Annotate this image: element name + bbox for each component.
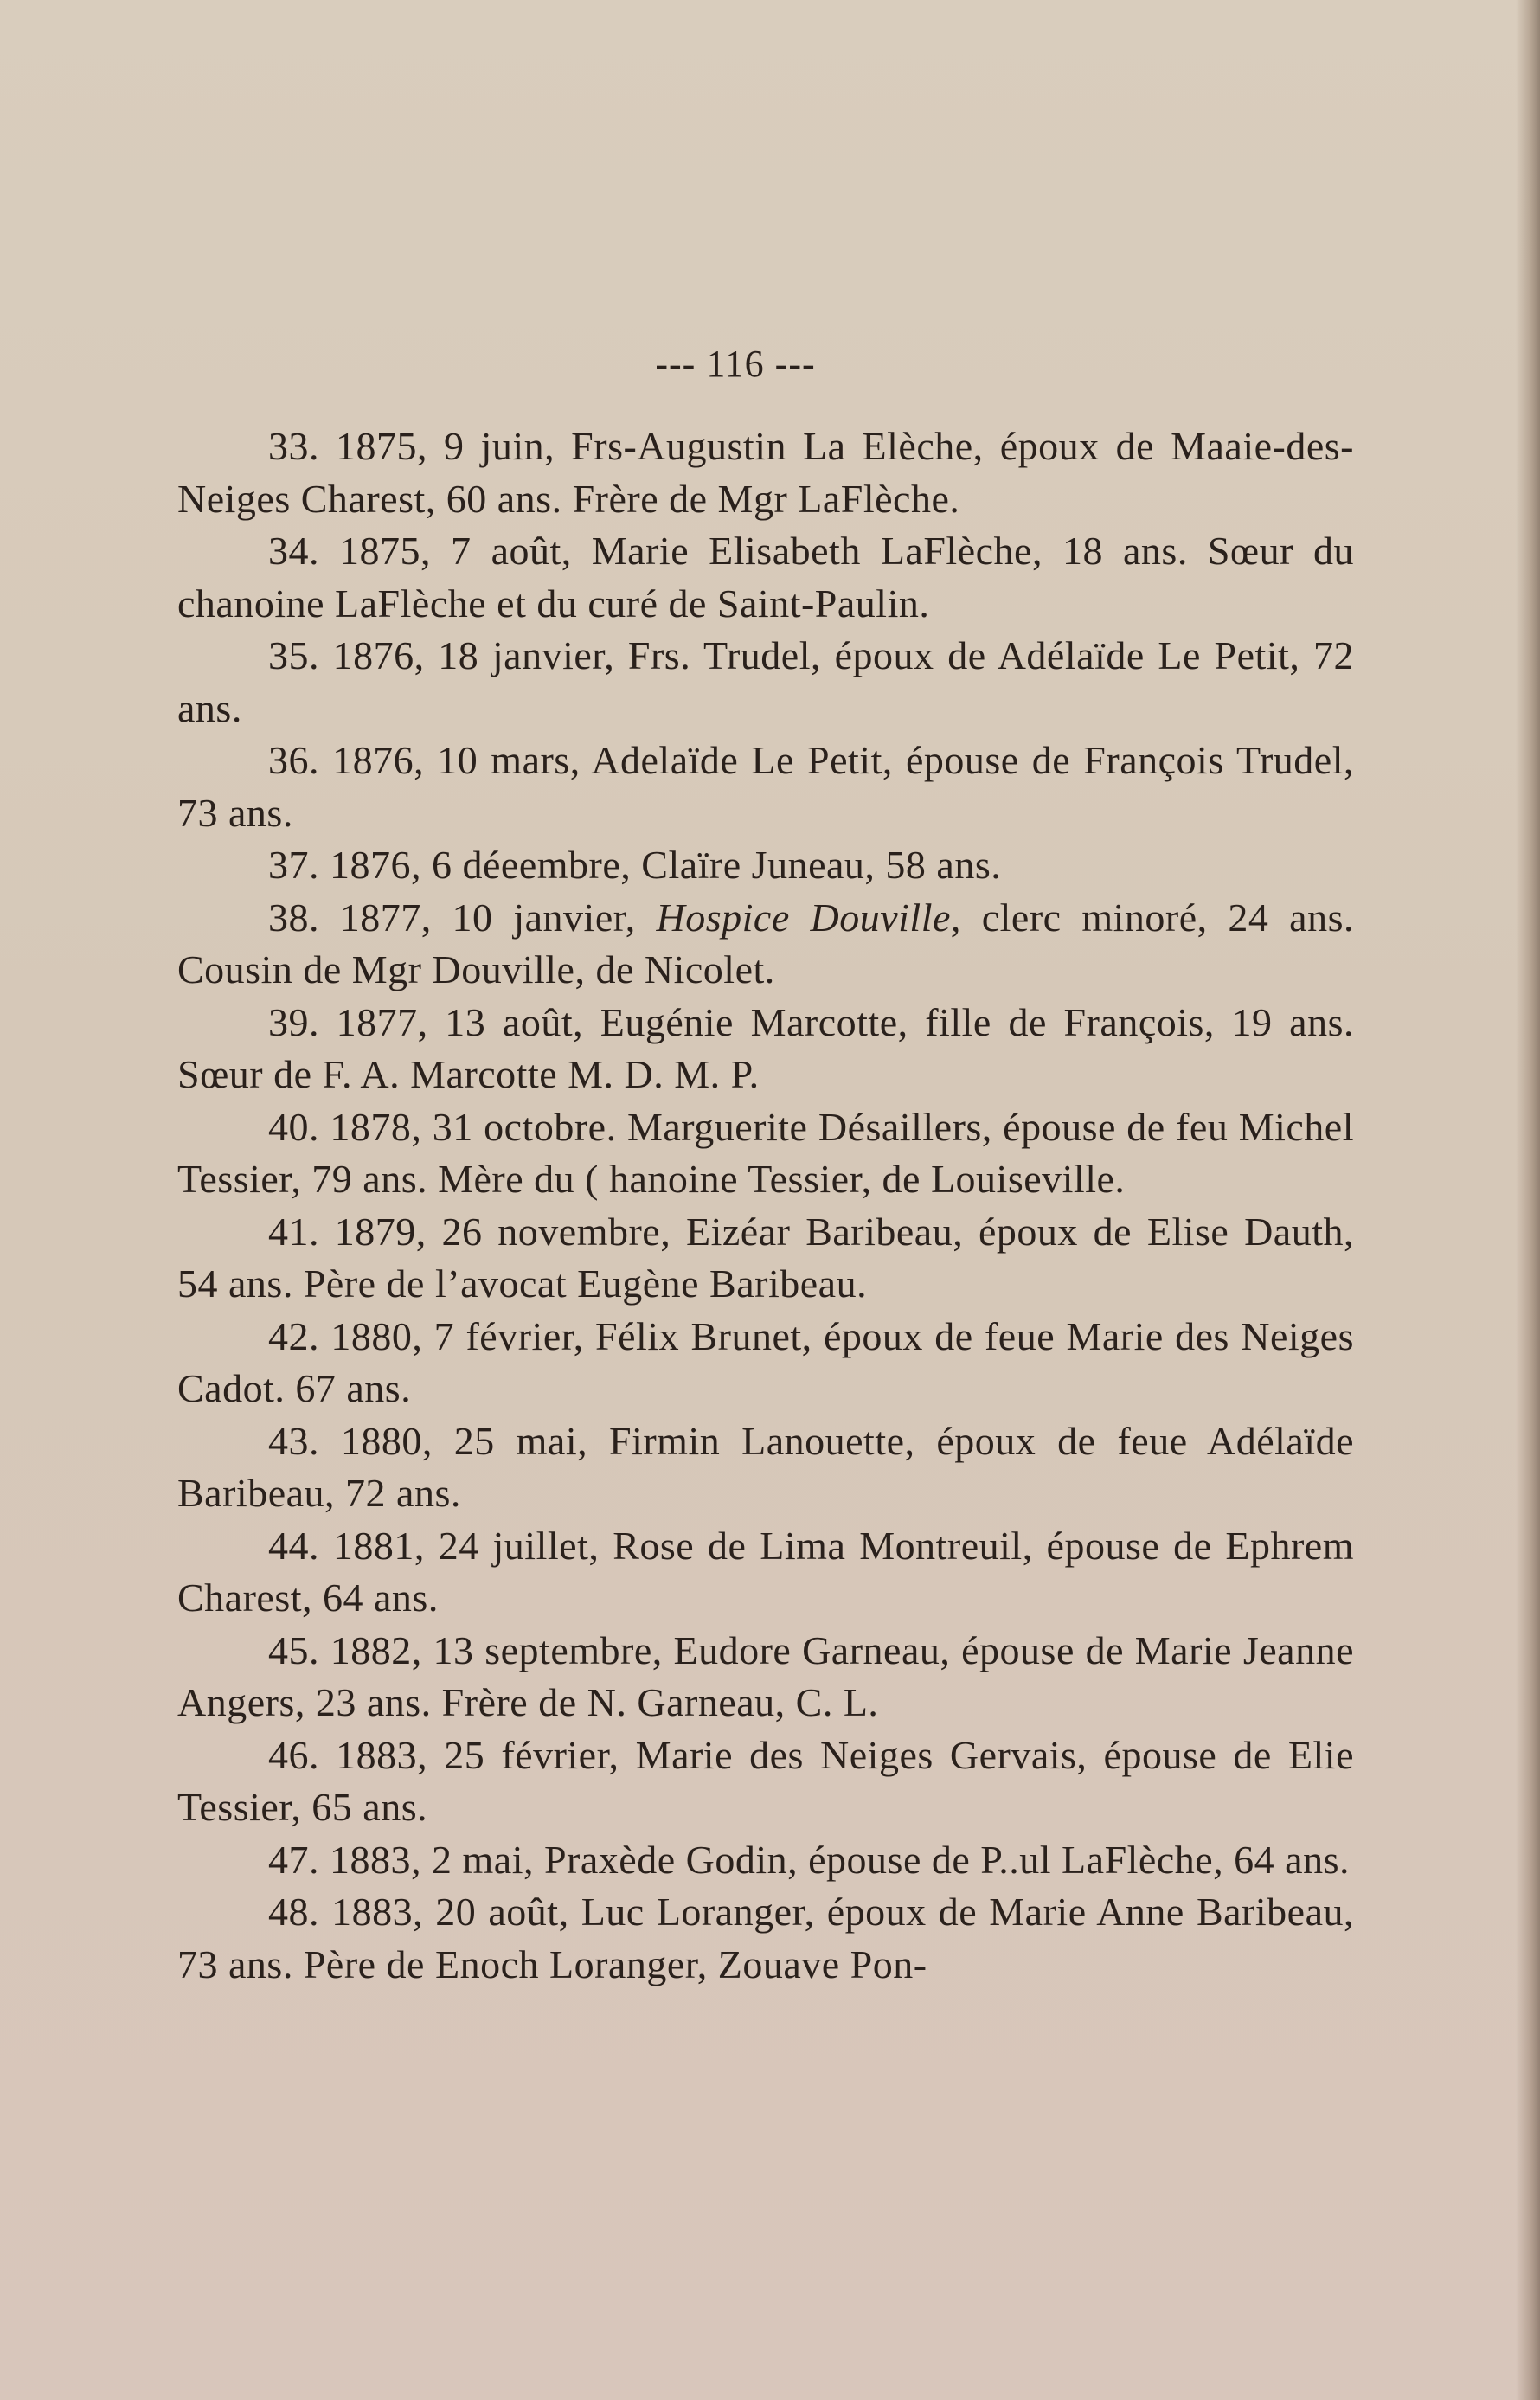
entry-43: 43. 1880, 25 mai, Firmin Lanouette, époux de feue Adélaïde Baribeau, 72 ans. [177,1418,1354,1515]
entry-38 [177,892,1354,997]
entry-45: 45. 1882, 13 septembre, Eudore Garneau, épouse de Marie Jeanne Angers, 23 ans. Frère de N. Garneau, C. L. [177,1627,1354,1724]
entry-37: 37. 1876, 6 déeembre, Claïre Juneau, 58 ans. [268,843,1002,887]
entry-41: 41. 1879, 26 novembre, Eizéar Baribeau, époux de Elise Dauth, 54 ans. Père de l’avocat Eugène Baribeau. [177,1209,1354,1306]
entry-44: 44. 1881, 24 juillet, Rose de Lima Montreuil, épouse de Ephrem Charest, 64 ans. [177,1523,1354,1620]
entry-48: 48. 1883, 20 août, Luc Loranger, époux de Marie Anne Baribeau, 73 ans. Père de Enoch Loranger, Zouave Pon- [177,1890,1354,1986]
entry-46: 46. 1883, 25 février, Marie des Neiges Gervais, épouse de Elie Tessier, 65 ans. [177,1732,1354,1829]
entry-35: 35. 1876, 18 janvier, Frs. Trudel, époux de Adélaïde Le Petit, 72 ans. [177,633,1354,730]
entry-36: 36. 1876, 10 mars, Adelaïde Le Petit, épouse de François Trudel, 73 ans. [177,738,1354,835]
obituary-list [177,420,1354,1991]
entry-38-pre: 38. 1877, 10 janvier, [268,895,657,940]
entry-38-italic-name: Hospice Douville, [656,895,961,940]
entry-47: 47. 1883, 2 mai, Praxède Godin, épouse de P..ul LaFlèche, 64 ans. [268,1837,1350,1882]
entry-39: 39. 1877, 13 août, Eugénie Marcotte, fille de François, 19 ans. Sœur de F. A. Marcotte M. D. M. P. [177,999,1354,1096]
book-page [177,342,1354,1991]
entry-33: 33. 1875, 9 juin, Frs-Augustin La Elèche, époux de Maaie-des-Neiges Charest, 60 ans. Frère de Mgr LaFlèche. [177,424,1354,521]
entry-38-post: clerc minoré, 24 ans. Cousin de Mgr Douville, de Nicolet. [177,895,1355,991]
entry-34: 34. 1875, 7 août, Marie Elisabeth LaFlèche, 18 ans. Sœur du chanoine LaFlèche et du curé de Saint-Paulin. [177,529,1354,626]
entry-40: 40. 1878, 31 octobre. Marguerite Désaillers, épouse de feu Michel Tessier, 79 ans. Mère du ( hanoine Tessier, de Louiseville. [177,1104,1354,1201]
page-edge-shadow [1516,0,1540,2400]
entry-42: 42. 1880, 7 février, Félix Brunet, époux de feue Marie des Neiges Cadot. 67 ans. [177,1313,1354,1410]
page-number: --- 116 --- [655,343,816,385]
